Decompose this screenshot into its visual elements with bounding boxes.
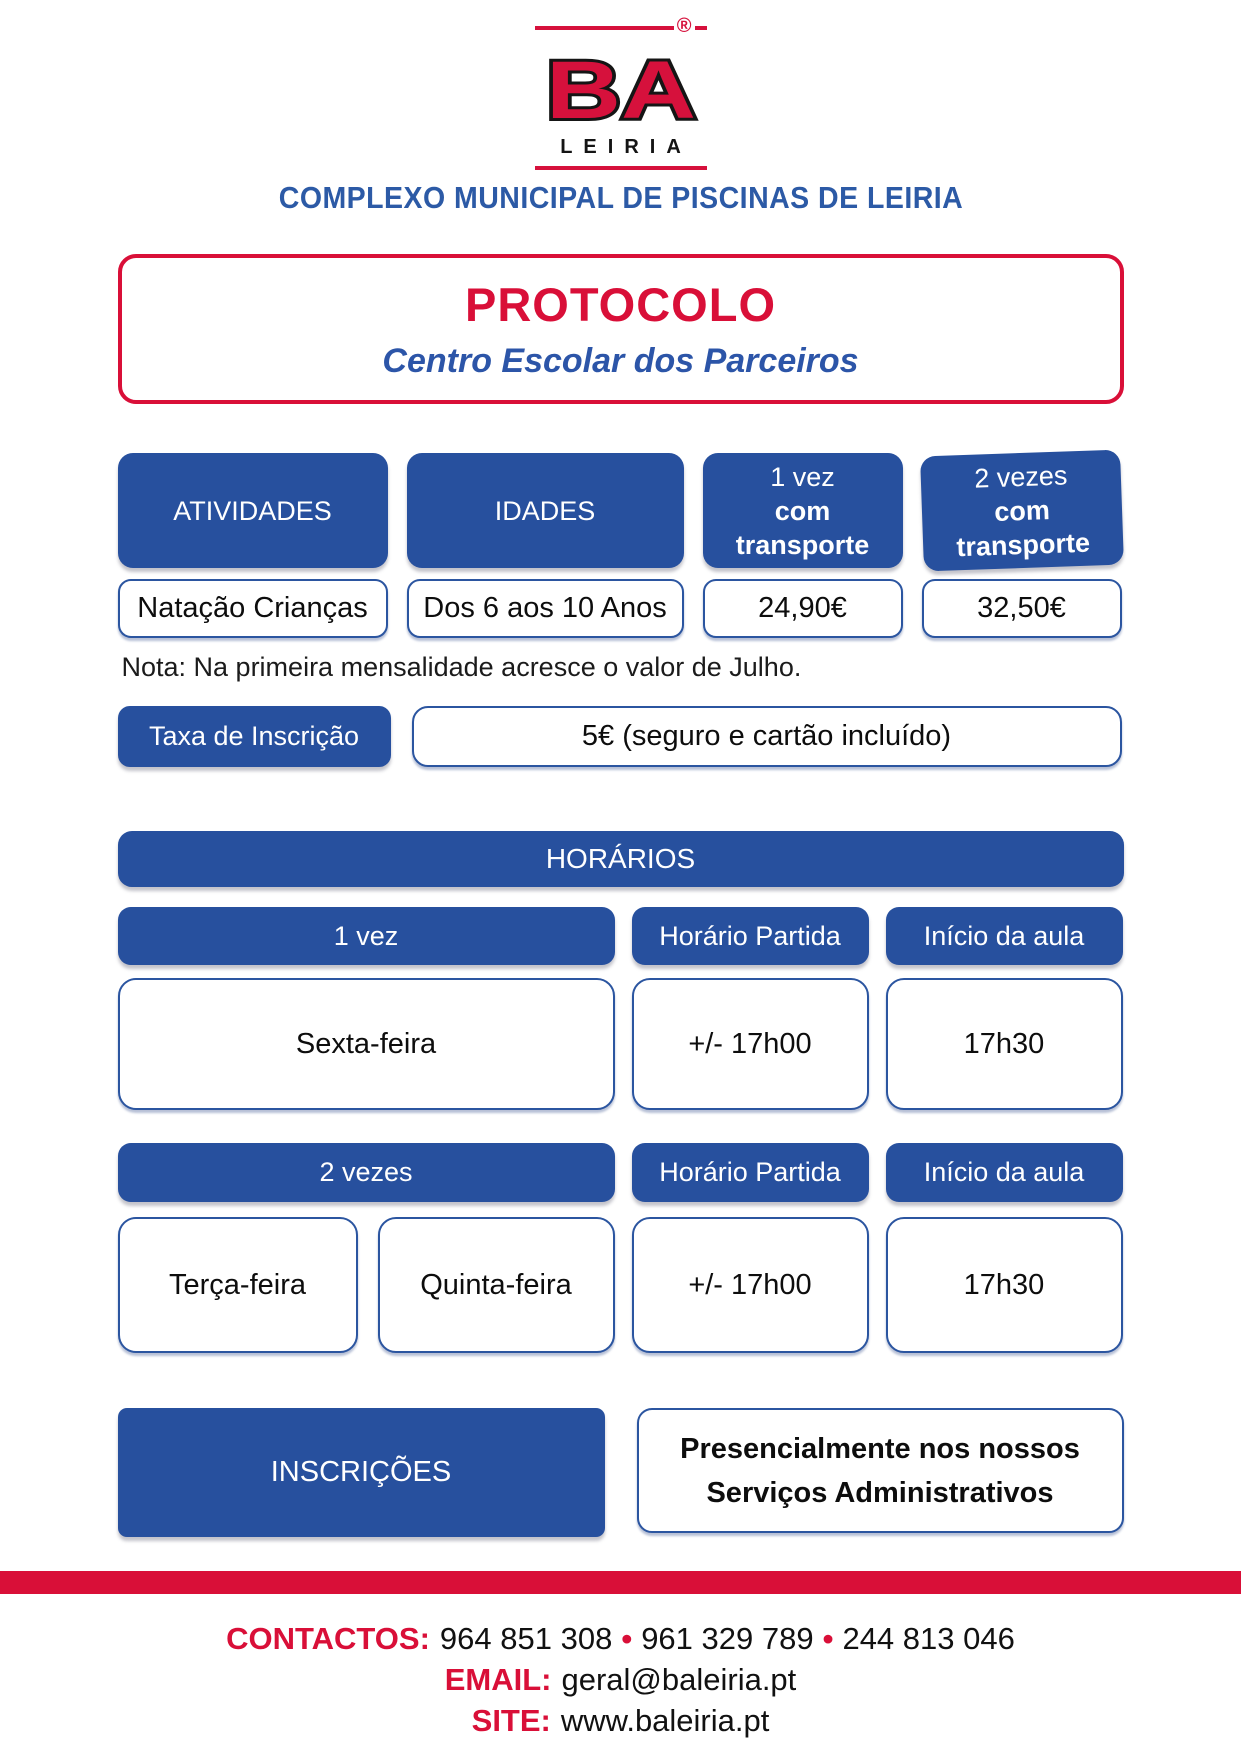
enrollment-label: INSCRIÇÕES [118, 1408, 605, 1537]
header-twice-with-transport [920, 450, 1124, 572]
site-line [0, 1700, 1241, 1741]
fee-row [118, 706, 1124, 767]
fee-value: 5€ (seguro e cartão incluído) [412, 706, 1122, 767]
header-twice-line2: com [993, 494, 1050, 527]
pricing-note: Nota: Na primeira mensalidade acresce o valor de Julho. [121, 652, 802, 682]
row2-frequency-header: 2 vezes [118, 1143, 615, 1202]
enrollment-row [118, 1408, 1124, 1537]
row2-day-cell-1: Terça-feira [118, 1217, 358, 1353]
enrollment-info-line1: Presencialmente nos nossos [680, 1432, 1080, 1465]
cell-price-twice: 32,50€ [922, 579, 1122, 638]
schedule-row2-header [118, 1143, 1124, 1202]
logo-top-line [535, 26, 674, 30]
logo-ba-text: BA [545, 45, 696, 134]
org-title [0, 180, 1241, 216]
phone-3: 244 813 046 [842, 1621, 1015, 1656]
enrollment-info [637, 1408, 1124, 1533]
row1-day-cell: Sexta-feira [118, 978, 615, 1110]
header-once-line1: 1 vez [770, 461, 835, 492]
cell-activity: Natação Crianças [118, 579, 388, 638]
row2-class-start-cell: 17h30 [886, 1217, 1123, 1353]
schedule-title-bar: HORÁRIOS [118, 831, 1124, 887]
logo-top-dash [695, 26, 707, 30]
header-once-line3: transporte [735, 529, 870, 560]
row1-frequency-header: 1 vez [118, 907, 615, 965]
enrollment-info-line2: Serviços Administrativos [706, 1476, 1054, 1509]
logo-top-rule [535, 15, 707, 38]
header-ages: IDADES [407, 453, 684, 568]
pricing-value-row [118, 579, 1124, 638]
protocol-title: PROTOCOLO [464, 278, 777, 331]
logo-monogram [535, 44, 707, 134]
schedule-row1-header [118, 907, 1124, 965]
cell-ages: Dos 6 aos 10 Anos [407, 579, 684, 638]
protocol-subtitle: Centro Escolar dos Parceiros [382, 342, 859, 380]
org-title-text: COMPLEXO MUNICIPAL DE PISCINAS DE LEIRIA [278, 180, 963, 215]
header-once-with-transport [703, 453, 903, 568]
ba-leiria-logo [535, 15, 707, 170]
phone-separator-1: • [621, 1621, 633, 1656]
row1-class-start-cell: 17h30 [886, 978, 1123, 1110]
contacts-line [0, 1618, 1241, 1659]
header-twice-line3: transporte [955, 527, 1090, 562]
phone-separator-2: • [822, 1621, 834, 1656]
row2-days [118, 1217, 615, 1353]
fee-label: Taxa de Inscrição [118, 706, 391, 767]
site-value: www.baleiria.pt [560, 1703, 770, 1738]
row1-class-start-header: Início da aula [886, 907, 1123, 965]
email-label: EMAIL: [444, 1662, 552, 1697]
registered-trademark-icon: ® [676, 15, 692, 37]
protocol-card [118, 254, 1124, 404]
header-twice-line1: 2 vezes [973, 459, 1068, 494]
header-activities: ATIVIDADES [118, 453, 388, 568]
logo-bottom-line [535, 166, 707, 170]
schedule-row1-values [118, 978, 1124, 1110]
email-line [0, 1659, 1241, 1700]
row2-departure-cell: +/- 17h00 [632, 1217, 869, 1353]
email-value: geral@baleiria.pt [561, 1662, 797, 1697]
cell-price-once: 24,90€ [703, 579, 903, 638]
footer-contacts [0, 1618, 1241, 1741]
row2-class-start-header: Início da aula [886, 1143, 1123, 1202]
logo-city-label: LEIRIA [560, 136, 692, 158]
footer-red-divider [0, 1571, 1241, 1594]
contacts-label: CONTACTOS: [226, 1621, 430, 1656]
row1-departure-header: Horário Partida [632, 907, 869, 965]
site-label: SITE: [471, 1703, 551, 1738]
row2-departure-header: Horário Partida [632, 1143, 869, 1202]
phone-1: 964 851 308 [439, 1621, 613, 1656]
schedule-row2-values [118, 1217, 1124, 1353]
row2-day-cell-2: Quinta-feira [378, 1217, 615, 1353]
pricing-header-row [118, 453, 1124, 568]
header-once-line2: com [774, 495, 831, 526]
phone-2: 961 329 789 [641, 1621, 814, 1656]
row1-departure-cell: +/- 17h00 [632, 978, 869, 1110]
